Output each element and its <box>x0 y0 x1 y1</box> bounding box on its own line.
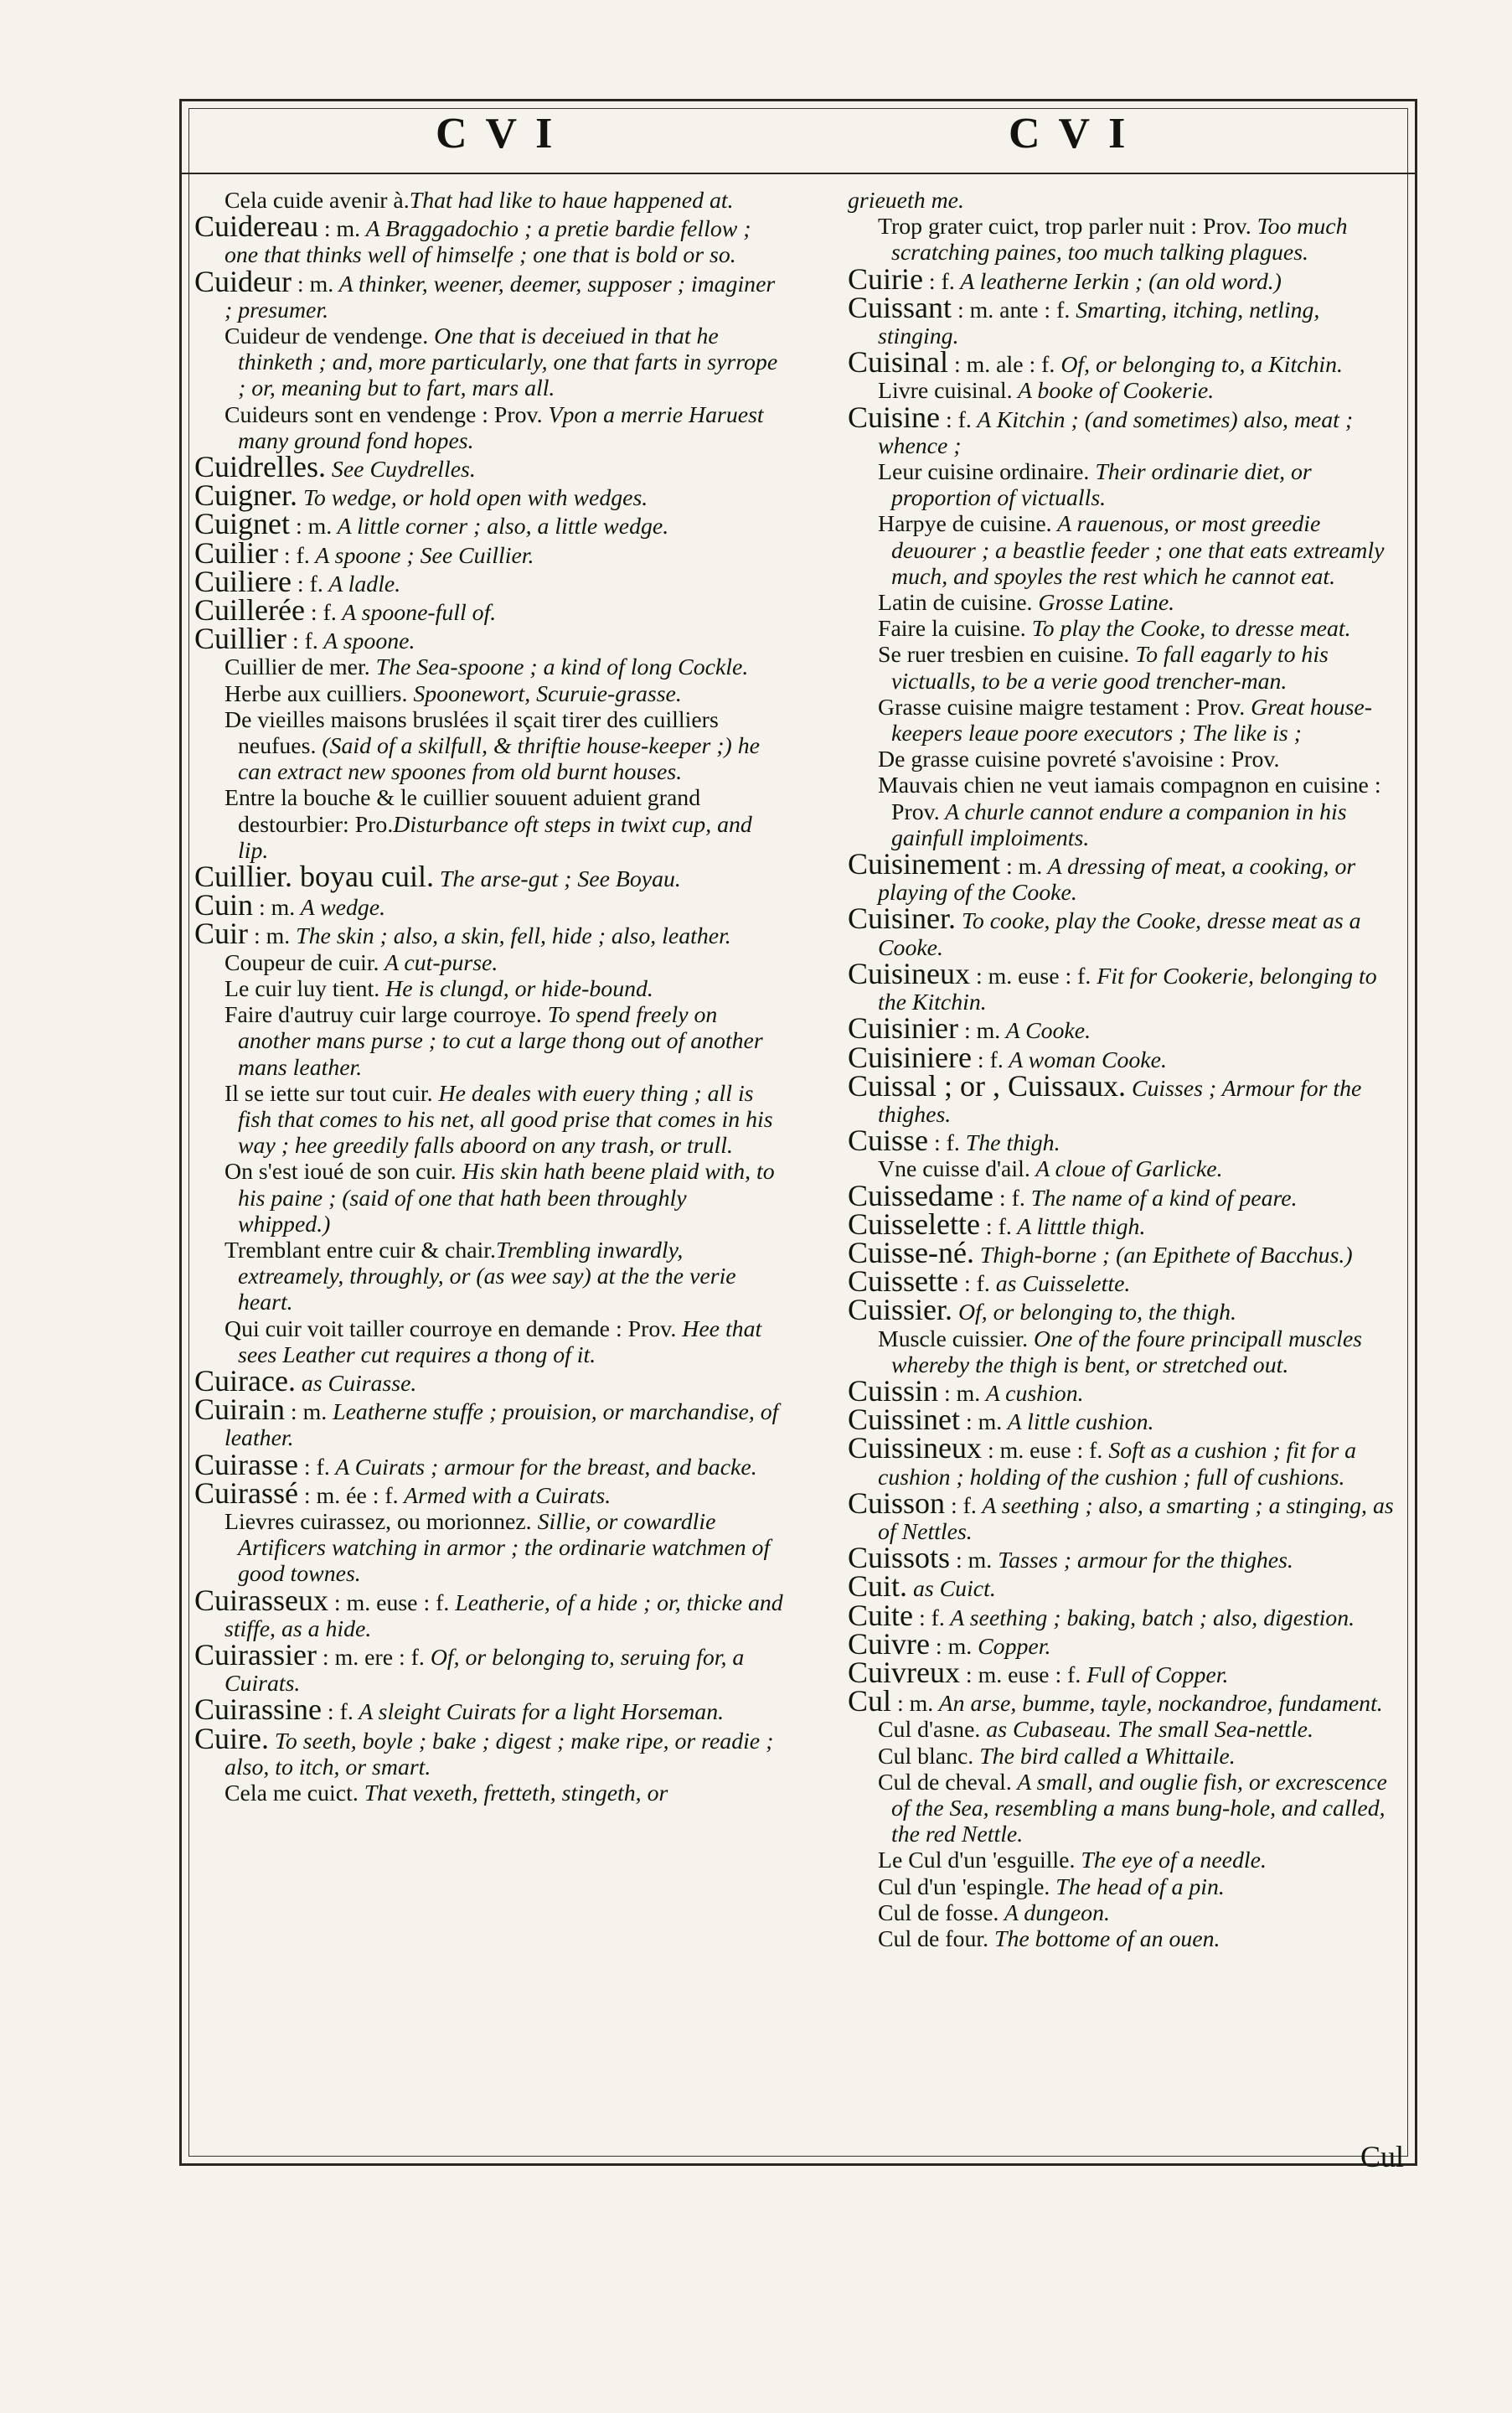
entry-definition: A rauenous, or most greedie deuourer ; a beastlie feeder ; one that eats extreamly much, and spoyles the rest which he cannot eat. <box>891 511 1385 590</box>
dictionary-entry <box>194 1475 784 1510</box>
entry-headword: Cuillier. boyau cuil. <box>194 860 434 894</box>
entry-definition: A Kitchin ; (and sometimes) also, meat ; whence ; <box>878 406 1354 459</box>
entry-definition: Great house-keepers leaue poore executors ; The like is ; <box>891 694 1373 747</box>
entry-grammar: : f. <box>297 1454 330 1480</box>
entry-headword: Cuiliere <box>194 564 292 598</box>
entry-definition: Grosse Latine. <box>1032 590 1175 617</box>
entry-headword: Se ruer tresbien en cuisine. <box>878 642 1130 669</box>
entry-definition: A litttle thigh. <box>1011 1213 1146 1240</box>
entry-headword: Il se iette sur tout cuir. <box>224 1080 433 1107</box>
dictionary-entry <box>194 264 784 323</box>
entry-headword: Muscle cuissier. <box>878 1325 1029 1352</box>
entry-headword: Cul de four. <box>878 1926 989 1952</box>
dictionary-entry <box>848 695 1399 747</box>
dictionary-entry <box>194 1583 784 1642</box>
entry-definition: To play the Cooke, to dresse meat. <box>1025 616 1351 643</box>
entry-headword: Cuissal ; or , Cuissaux. <box>848 1068 1127 1103</box>
dictionary-entry <box>848 345 1399 380</box>
entry-grammar: : f. <box>321 1699 353 1726</box>
entry-definition: A leatherne Ierkin ; (an old word.) <box>954 268 1282 295</box>
dictionary-entry <box>848 1655 1399 1689</box>
entry-headword: Cuirasseux <box>194 1583 328 1617</box>
entry-headword: Cuissette <box>848 1264 958 1299</box>
entry-grammar: : m. ere : f. <box>316 1644 425 1671</box>
entry-definition: Hee that sees Leather cut requires a thong of it. <box>238 1315 762 1368</box>
entry-grammar: : f. <box>913 1604 945 1631</box>
entry-definition: A cut-purse. <box>379 949 498 976</box>
dictionary-entry <box>848 214 1399 266</box>
entry-headword: Cuissineux <box>848 1431 983 1465</box>
entry-headword: Latin de cuisine. <box>878 590 1033 617</box>
entry-grammar: : m. <box>290 514 333 540</box>
entry-definition: The skin ; also, a skin, fell, hide ; also, leather. <box>290 923 731 950</box>
entry-headword: Cuissin <box>848 1373 939 1408</box>
entry-headword: Cuivre <box>848 1626 930 1661</box>
entry-definition: The thigh. <box>959 1130 1060 1157</box>
dictionary-entry <box>848 459 1399 511</box>
dictionary-entry <box>848 400 1399 459</box>
entry-definition: Trembling inwardly, extreamely, throughly, or (as wee say) at the the verie heart. <box>238 1237 736 1316</box>
dictionary-entry <box>194 507 784 541</box>
dictionary-entry <box>848 290 1399 350</box>
entry-headword: Cuir <box>194 917 249 951</box>
entry-definition: Tasses ; armour for the thighes. <box>992 1548 1293 1574</box>
dictionary-entry <box>194 1002 784 1081</box>
dictionary-entry <box>848 1068 1399 1128</box>
entry-definition: Spoonewort, Scuruie-grasse. <box>407 680 682 707</box>
dictionary-entry <box>848 1717 1399 1743</box>
entry-headword: Cuirassine <box>194 1692 322 1727</box>
entry-headword: Cuirie <box>848 261 923 296</box>
entry-definition: Vpon a merrie Haruest many ground fond hopes. <box>238 401 764 454</box>
entry-grammar: : f. <box>971 1046 1004 1073</box>
entry-definition: The head of a pin. <box>1050 1873 1225 1900</box>
entry-definition: One that is deceiued in that he thinketh ; and, more particularly, one that farts in syrrope ; or, meaning but to fart, mars all. <box>238 323 778 402</box>
entry-headword: Cuideur de vendenge. <box>224 323 429 350</box>
entry-headword: Faire d'autruy cuir large courroye. <box>224 1002 542 1029</box>
entry-definition: Leatherie, of a hide ; or, thicke and stiffe, as a hide. <box>224 1589 783 1642</box>
entry-definition: as Cuisselette. <box>989 1271 1131 1298</box>
entry-grammar: : f. <box>922 268 955 295</box>
entry-definition: Sillie, or cowardlie Artificers watching in armor ; the ordinarie watchmen of good townes. <box>238 1508 771 1588</box>
entry-definition: The bird called a Whittaile. <box>973 1743 1236 1770</box>
entry-grammar: : f. <box>940 406 972 433</box>
dictionary-entry <box>194 1637 784 1697</box>
entry-definition: See Cuydrelles. <box>325 457 476 483</box>
dictionary-entry <box>194 1238 784 1316</box>
entry-headword: Cuignet <box>194 507 290 541</box>
entry-headword: Cuideur <box>194 264 292 298</box>
entry-headword: De vieilles maisons bruslées il sçait tirer des cuilliers neufues. <box>224 706 719 760</box>
entry-definition: Leatherne stuffe ; prouision, or marchandise, of leather. <box>224 1399 779 1452</box>
entry-headword: Mauvais chien ne veut iamais compagnon en cuisine : Prov. <box>878 772 1381 825</box>
entry-definition: That vexeth, fretteth, stingeth, or <box>358 1780 668 1806</box>
entry-headword: Cul <box>848 1684 892 1718</box>
entry-definition: A cushion. <box>980 1380 1084 1407</box>
entry-headword: Vne cuisse d'ail. <box>878 1156 1030 1183</box>
entry-grammar: : f. <box>277 542 310 569</box>
dictionary-entry <box>194 402 784 454</box>
entry-headword: Faire la cuisine. <box>878 616 1026 643</box>
entry-headword: Cuit. <box>848 1569 908 1604</box>
entry-grammar: : m. ée : f. <box>297 1482 399 1509</box>
entry-grammar: : f. <box>945 1492 977 1519</box>
dictionary-entry <box>194 1780 784 1806</box>
running-header-left: CVI <box>436 110 571 158</box>
entry-headword: Trop grater cuict, trop parler nuit : Prov. <box>878 214 1251 240</box>
dictionary-entry <box>848 1926 1399 1952</box>
entry-grammar: : m. euse : f. <box>328 1589 450 1616</box>
entry-grammar: : m. euse : f. <box>982 1438 1103 1465</box>
entry-headword: Cuisselette <box>848 1206 980 1241</box>
entry-headword: De grasse cuisine povreté s'avoisine : Prov. <box>878 747 1280 773</box>
entry-definition: as Cuirasse. <box>295 1370 417 1397</box>
entry-definition: A wedge. <box>295 895 386 922</box>
dictionary-entry <box>194 1159 784 1238</box>
dictionary-entry <box>848 511 1399 590</box>
entry-definition: A little cushion. <box>1002 1409 1154 1436</box>
entry-definition: Of, or belonging to, the thigh. <box>952 1300 1236 1326</box>
entry-headword: Grasse cuisine maigre testament : Prov. <box>878 694 1246 721</box>
entry-grammar: : f. <box>291 571 323 597</box>
dictionary-entry <box>848 1847 1399 1873</box>
dictionary-entry <box>848 1744 1399 1770</box>
entry-definition: A little corner ; also, a little wedge. <box>332 514 669 540</box>
dictionary-entry <box>848 847 1399 907</box>
entry-definition: A thinker, weener, deemer, supposer ; imaginer ; presumer. <box>224 271 776 323</box>
dictionary-entry <box>848 772 1399 851</box>
entry-grammar: : m. euse : f. <box>970 963 1091 989</box>
dictionary-entry <box>848 1326 1399 1378</box>
entry-definition: He is clungd, or hide-bound. <box>379 975 653 1002</box>
entry-definition: Soft as a cushion ; fit for a cushion ; holding of the cushion ; full of cushions. <box>878 1438 1357 1491</box>
entry-grammar: : m. <box>950 1548 993 1574</box>
entry-definition: Their ordinarie diet, or proportion of victualls. <box>891 459 1312 512</box>
entry-definition: Copper. <box>972 1633 1051 1660</box>
entry-definition: The eye of a needle. <box>1075 1847 1267 1874</box>
dictionary-entry <box>848 1900 1399 1926</box>
entry-headword: Cuissedame <box>848 1178 993 1212</box>
entry-grammar: : m. <box>958 1018 1001 1045</box>
entry-definition: A small, and ouglie fish, or excrescence of the Sea, resembling a mans bung-hole, and called, the red Nettle. <box>891 1769 1387 1848</box>
entry-headword: Cuisse <box>848 1124 929 1158</box>
entry-grammar: : m. <box>938 1380 981 1407</box>
entry-definition: To cooke, play the Cooke, dresse meat as a Cooke. <box>878 908 1361 961</box>
entry-grammar: : f. <box>958 1271 990 1298</box>
entry-grammar: : m. <box>891 1691 934 1718</box>
entry-headword: Cuideurs sont en vendenge : Prov. <box>224 401 543 428</box>
entry-headword: Cuisse-né. <box>848 1235 974 1269</box>
entry-definition: His skin hath beene plaid with, to his paine ; (said of one that hath been throughly whipped.) <box>238 1159 775 1238</box>
dictionary-entry <box>194 976 784 1002</box>
entry-headword: Cuillier <box>194 622 286 656</box>
entry-definition: A spoone. <box>317 628 415 655</box>
entry-headword: Coupeur de cuir. <box>224 949 379 976</box>
entry-headword: Cul blanc. <box>878 1743 974 1770</box>
entry-definition: A ladle. <box>323 571 401 597</box>
entry-grammar: : m. <box>317 216 361 243</box>
entry-grammar: : f. <box>928 1130 960 1157</box>
entry-grammar: : f. <box>304 600 337 627</box>
entry-headword: Cuisinier <box>848 1011 958 1046</box>
dictionary-entry <box>848 1486 1399 1545</box>
entry-headword: Cuisson <box>848 1486 946 1520</box>
dictionary-entry <box>848 1874 1399 1900</box>
entry-headword: Cuillerée <box>194 593 305 628</box>
entry-definition: Thigh-borne ; (an Epithete of Bacchus.) <box>973 1242 1353 1269</box>
entry-headword: Cuilier <box>194 535 278 570</box>
entry-headword: Qui cuir voit tailler courroye en demande : Prov. <box>224 1315 677 1342</box>
entry-headword: Cuire. <box>194 1721 269 1755</box>
dictionary-entry <box>194 1692 784 1727</box>
entry-definition: as Cuict. <box>907 1576 996 1603</box>
entry-headword: Cuissinet <box>848 1403 961 1437</box>
dictionary-entry <box>848 1293 1399 1327</box>
entry-definition: A Cuirats ; armour for the breast, and backe. <box>329 1454 757 1480</box>
entry-headword: Herbe aux cuilliers. <box>224 680 408 707</box>
entry-grammar: : m. ante : f. <box>952 297 1071 323</box>
dictionary-entry <box>848 747 1399 772</box>
entry-definition: A spoone ; See Cuillier. <box>309 542 534 569</box>
left-column <box>194 188 784 1806</box>
entry-definition: Too much scratching paines, too much talking plagues. <box>891 214 1348 266</box>
entry-definition: Of, or belonging to, a Kitchin. <box>1055 352 1343 379</box>
dictionary-entry <box>848 1770 1399 1848</box>
right-column <box>848 188 1399 1952</box>
dictionary-entry <box>848 1124 1399 1158</box>
dictionary-entry <box>848 642 1399 694</box>
header-rule <box>181 173 1416 174</box>
entry-grammar: : m. <box>291 271 334 297</box>
entry-headword: On s'est ioué de son cuir. <box>224 1159 457 1186</box>
entry-definition: To spend freely on another mans purse ; to cut a large thong out of another mans leather. <box>238 1002 763 1081</box>
entry-definition: as Cubaseau. The small Sea-nettle. <box>980 1717 1313 1744</box>
dictionary-entry <box>194 681 784 707</box>
entry-headword: Cuirassier <box>194 1637 317 1672</box>
entry-headword: Cuissier. <box>848 1293 953 1327</box>
catchword: Cul <box>1360 2140 1405 2173</box>
dictionary-entry <box>848 1541 1399 1575</box>
entry-headword: Cuivreux <box>848 1655 960 1689</box>
entry-definition: A cloue of Garlicke. <box>1030 1156 1223 1183</box>
entry-grammar: : f. <box>979 1213 1012 1240</box>
dictionary-entry <box>848 956 1399 1016</box>
entry-definition: An arse, bumme, tayle, nockandroe, fundament. <box>933 1691 1383 1718</box>
entry-definition: Fit for Cookerie, belonging to the Kitchin. <box>878 963 1377 1016</box>
entry-definition: Cuisses ; Armour for the thighes. <box>878 1075 1362 1128</box>
entry-definition: To wedge, or hold open with wedges. <box>297 485 648 512</box>
entry-headword: Cuidrelles. <box>194 450 326 484</box>
entry-headword: Cuigner. <box>194 478 297 513</box>
entry-definition: The bottome of an ouen. <box>988 1926 1220 1952</box>
entry-grammar: : m. ale : f. <box>948 352 1055 379</box>
dictionary-entry <box>194 707 784 786</box>
entry-definition: To seeth, boyle ; bake ; digest ; make ripe, or readie ; also, to itch, or smart. <box>224 1728 774 1780</box>
dictionary-entry <box>848 1684 1399 1718</box>
entry-headword: Harpye de cuisine. <box>878 511 1052 538</box>
entry-definition: The arse-gut ; See Boyau. <box>433 866 681 893</box>
entry-definition: The name of a kind of peare. <box>1024 1185 1298 1212</box>
dictionary-entry <box>194 1509 784 1588</box>
entry-definition: A sleight Cuirats for a light Horseman. <box>353 1699 725 1726</box>
entry-definition: A churle cannot endure a companion in his gainfull imploiments. <box>891 798 1347 851</box>
entry-headword: Cuisiner. <box>848 902 957 936</box>
entry-grammar: : m. <box>284 1399 328 1426</box>
dictionary-entry <box>194 1316 784 1368</box>
dictionary-entry <box>194 209 784 269</box>
dictionary-entry <box>848 616 1399 642</box>
entry-definition: Armed with a Cuirats. <box>398 1482 612 1509</box>
dictionary-entry <box>194 622 784 656</box>
entry-headword: Cuirace. <box>194 1363 296 1398</box>
entry-definition: He deales with euery thing ; all is fish that comes to his net, all good prise that comes in his way ; hee greedily falls aboord on any trash, or trull. <box>238 1080 773 1160</box>
running-header-right: CVI <box>1009 110 1144 158</box>
dictionary-entry <box>848 902 1399 961</box>
entry-grammar: : m. <box>253 895 296 922</box>
entry-definition: Disturbance oft steps in twixt cup, and lip. <box>238 811 752 864</box>
dictionary-entry <box>194 1721 784 1780</box>
entry-headword: Cuirain <box>194 1393 285 1427</box>
dictionary-entry <box>194 1393 784 1452</box>
entry-definition: One of the foure principall muscles whereby the thigh is bent, or stretched out. <box>891 1325 1362 1378</box>
entry-headword: Le cuir luy tient. <box>224 975 380 1002</box>
entry-headword: Cuisinal <box>848 345 949 380</box>
entry-definition: A spoone-full of. <box>336 600 497 627</box>
dictionary-entry <box>194 323 784 402</box>
entry-definition: A woman Cooke. <box>1003 1046 1167 1073</box>
entry-grammar: : m. <box>960 1409 1003 1436</box>
entry-headword: Cuissots <box>848 1541 951 1575</box>
entry-headword: Cuin <box>194 888 254 922</box>
entry-definition: The Sea-spoone ; a kind of long Cockle. <box>369 654 749 681</box>
entry-headword: Lievres cuirassez, ou morionnez. <box>224 1508 532 1535</box>
entry-headword: Cuissant <box>848 290 952 324</box>
entry-headword: Cuisine <box>848 400 941 434</box>
entry-headword: Entre la bouche & le cuillier souuent aduient grand destourbier: Pro. <box>224 785 701 838</box>
entry-grammar: : m. <box>1000 854 1043 881</box>
entry-headword: Cuisinement <box>848 847 1000 881</box>
entry-definition: That had like to haue happened at. <box>409 188 734 214</box>
entry-definition: A seething ; also, a smarting ; a stinging, as of Nettles. <box>878 1492 1394 1545</box>
entry-grammar: : m. <box>929 1633 973 1660</box>
entry-grammar: : f. <box>286 628 318 655</box>
entry-headword: Cuisineux <box>848 956 971 990</box>
entry-definition: Smarting, itching, netling, stinging. <box>878 297 1320 350</box>
dictionary-entry <box>848 590 1399 616</box>
entry-headword: Cela me cuict. <box>224 1780 359 1806</box>
entry-definition: grieueth me. <box>848 188 964 214</box>
dictionary-entry <box>194 785 784 864</box>
entry-grammar: : m. <box>248 923 291 950</box>
entry-definition: Of, or belonging to, seruing for, a Cuirats. <box>224 1644 745 1697</box>
entry-headword: Cul de fosse. <box>878 1899 999 1926</box>
entry-definition: A booke of Cookerie. <box>1012 378 1215 405</box>
entry-headword: Cuite <box>848 1598 913 1632</box>
entry-grammar: : m. euse : f. <box>959 1661 1081 1688</box>
entry-headword: Tremblant entre cuir & chair. <box>224 1237 496 1263</box>
entry-headword: Cuillier de mer. <box>224 654 370 681</box>
entry-headword: Cuirasse <box>194 1447 298 1481</box>
entry-headword: Cuisiniere <box>848 1040 972 1074</box>
dictionary-entry <box>848 1598 1399 1632</box>
entry-definition: A seething ; baking, batch ; also, digestion. <box>944 1604 1355 1631</box>
entry-grammar: : f. <box>993 1185 1025 1212</box>
entry-headword: Cuidereau <box>194 209 318 244</box>
entry-headword: Cela cuide avenir à. <box>224 188 410 214</box>
entry-headword: Cul de cheval. <box>878 1769 1012 1796</box>
dictionary-entry <box>194 917 784 951</box>
entry-headword: Le Cul d'un 'esguille. <box>878 1847 1076 1874</box>
entry-headword: Leur cuisine ordinaire. <box>878 459 1090 486</box>
entry-headword: Livre cuisinal. <box>878 378 1013 405</box>
entry-definition: To fall eagarly to his victualls, to be a verie good trencher-man. <box>891 642 1329 695</box>
dictionary-entry <box>848 1431 1399 1491</box>
entry-definition: A dressing of meat, a cooking, or playing of the Cooke. <box>878 854 1356 907</box>
entry-definition: Full of Copper. <box>1081 1661 1229 1688</box>
entry-definition: A Braggadochio ; a pretie bardie fellow ; one that thinks well of himselfe ; one that is bold or so. <box>224 216 751 269</box>
dictionary-entry <box>194 950 784 976</box>
dictionary-entry <box>194 888 784 922</box>
entry-definition: A dungeon. <box>999 1899 1110 1926</box>
entry-headword: Cul d'un 'espingle. <box>878 1873 1050 1900</box>
entry-definition: (Said of a skilfull, & thriftie house-keeper ;) he can extract new spoones from old burnt houses. <box>238 733 760 786</box>
entry-headword: Cul d'asne. <box>878 1717 981 1744</box>
dictionary-entry <box>194 1081 784 1160</box>
dictionary-entry <box>194 860 784 894</box>
dictionary-entry <box>848 188 1399 214</box>
dictionary-entry <box>848 1569 1399 1604</box>
dictionary-entry <box>194 654 784 680</box>
entry-definition: A Cooke. <box>1000 1018 1091 1045</box>
entry-headword: Cuirassé <box>194 1475 298 1510</box>
